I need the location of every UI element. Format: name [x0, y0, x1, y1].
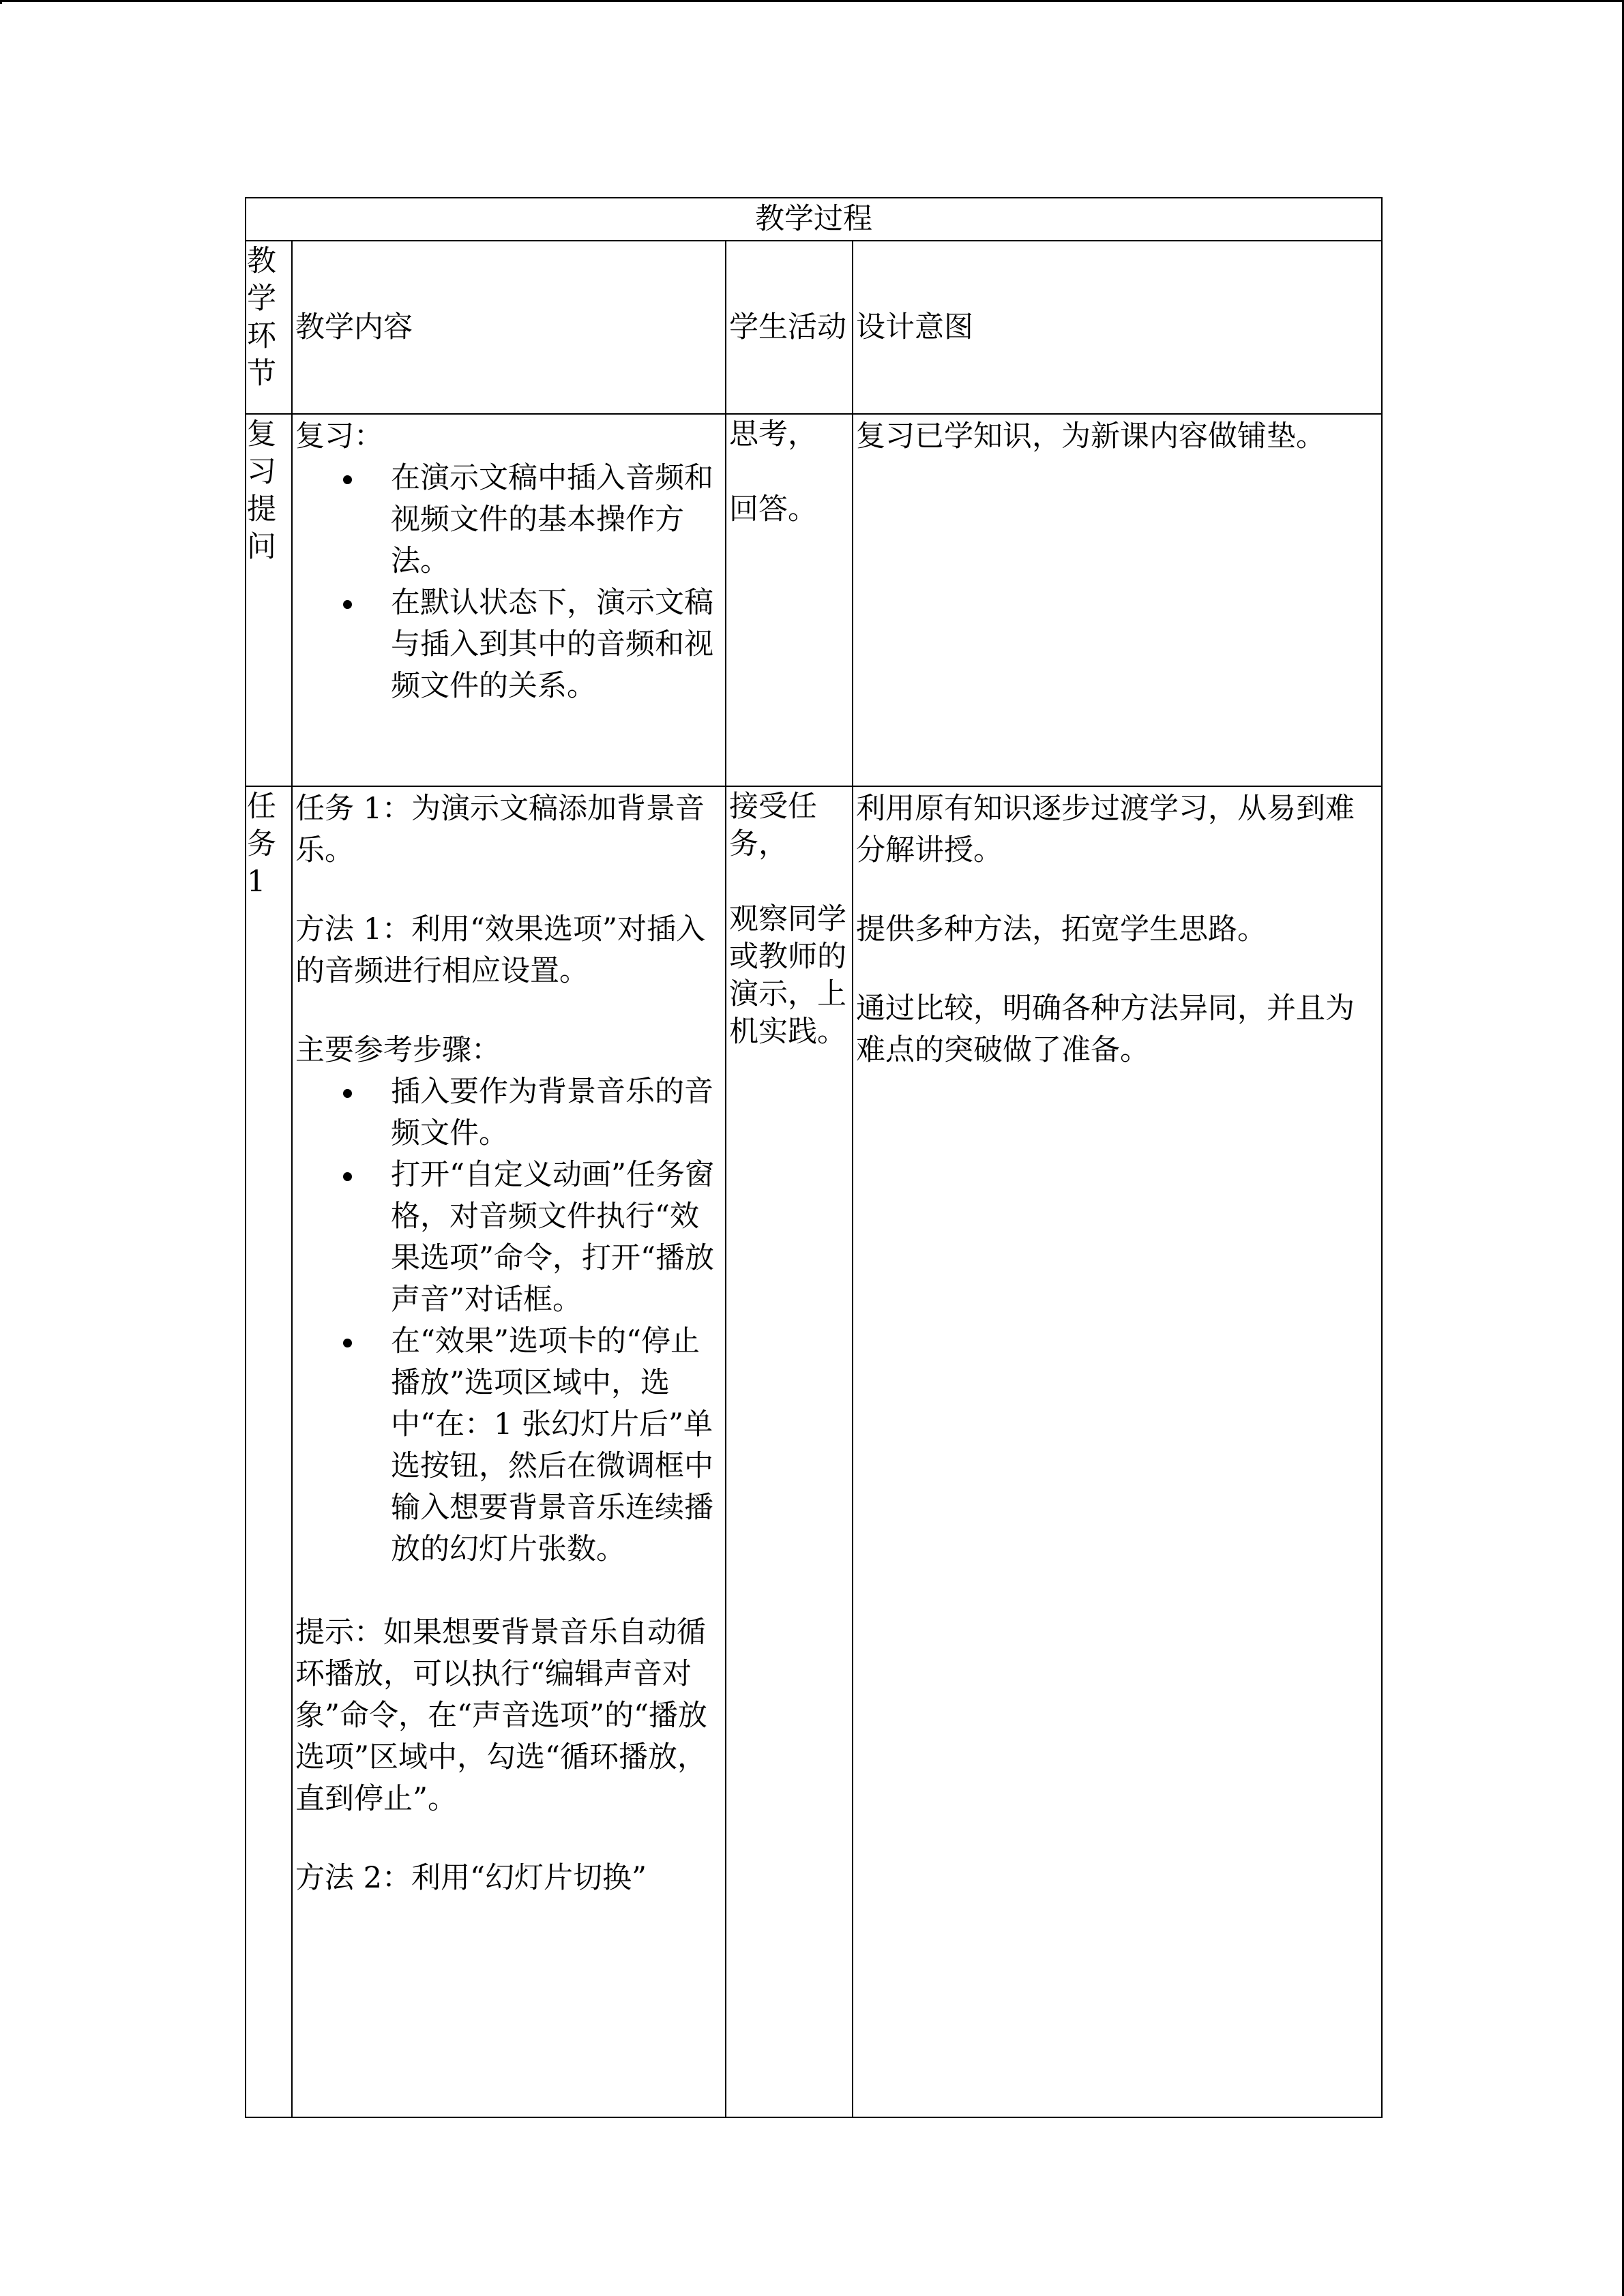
activity-line: 观察同学或教师的演示，上机实践。: [729, 902, 846, 1049]
intent-line: 复习已学知识，为新课内容做铺垫。: [856, 419, 1325, 453]
header-intent: 设计意图: [853, 241, 1382, 414]
review-lead: 复习：: [295, 419, 383, 453]
header-stage: 教学环节: [246, 241, 292, 414]
tip-text: 提示：如果想要背景音乐自动循环播放，可以执行“编辑声音对象”命令，在“声音选项”的“播放选项”区域中，勾选“循环播放，直到停止”。: [295, 1615, 707, 1816]
list-item: 在默认状态下，演示文稿与插入到其中的音频和视频文件的关系。: [295, 582, 722, 707]
header-activity: 学生活动: [726, 241, 853, 414]
list-item: 打开“自定义动画”任务窗格，对音频文件执行“效果选项”命令，打开“播放声音”对话框。: [295, 1154, 722, 1321]
header-row: [246, 241, 1382, 414]
page-top-border: [0, 0, 1624, 2]
table-row-task1: [246, 786, 1382, 2117]
page-left-corner: [0, 0, 2, 4]
review-bullet-list: [295, 458, 722, 707]
method2-text: 方法 2：利用“幻灯片切换”: [295, 1861, 647, 1895]
method1-text: 方法 1：利用“效果选项”对插入的音频进行相应设置。: [295, 912, 705, 988]
content-cell-review: [292, 414, 726, 786]
stage-cell-review: 复习提问: [246, 414, 292, 786]
steps-label: 主要参考步骤：: [295, 1033, 501, 1067]
activity-cell-review: [726, 414, 853, 786]
header-content: 教学内容: [292, 241, 726, 414]
table-row-review: [246, 414, 1382, 786]
table-title-row: [246, 198, 1382, 241]
teaching-process-table: [245, 197, 1383, 2118]
task-title: 任务 1：为演示文稿添加背景音乐。: [295, 792, 705, 867]
list-item: 在“效果”选项卡的“停止播放”选项区域中，选中“在：1 张幻灯片后”单选按钮，然后在微调框中输入想要背景音乐连续播放的幻灯片张数。: [295, 1321, 722, 1570]
activity-line: 接受任务，: [729, 790, 817, 861]
task-steps-list: [295, 1071, 722, 1570]
intent-line: 利用原有知识逐步过渡学习，从易到难分解讲授。: [856, 792, 1355, 867]
intent-line: 通过比较，明确各种方法异同，并且为难点的突破做了准备。: [856, 992, 1355, 1067]
intent-line: 提供多种方法，拓宽学生思路。: [856, 912, 1267, 946]
intent-cell-task1: [853, 786, 1382, 2117]
activity-line: 回答。: [729, 492, 817, 526]
list-item: 插入要作为背景音乐的音频文件。: [295, 1071, 722, 1154]
stage-cell-task1: 任务1: [246, 786, 292, 2117]
intent-cell-review: [853, 414, 1382, 786]
list-item: 在演示文稿中插入音频和视频文件的基本操作方法。: [295, 458, 722, 582]
activity-line: 思考，: [729, 417, 817, 451]
content-cell-task1: [292, 786, 726, 2117]
table-title: 教学过程: [246, 198, 1382, 241]
activity-cell-task1: [726, 786, 853, 2117]
